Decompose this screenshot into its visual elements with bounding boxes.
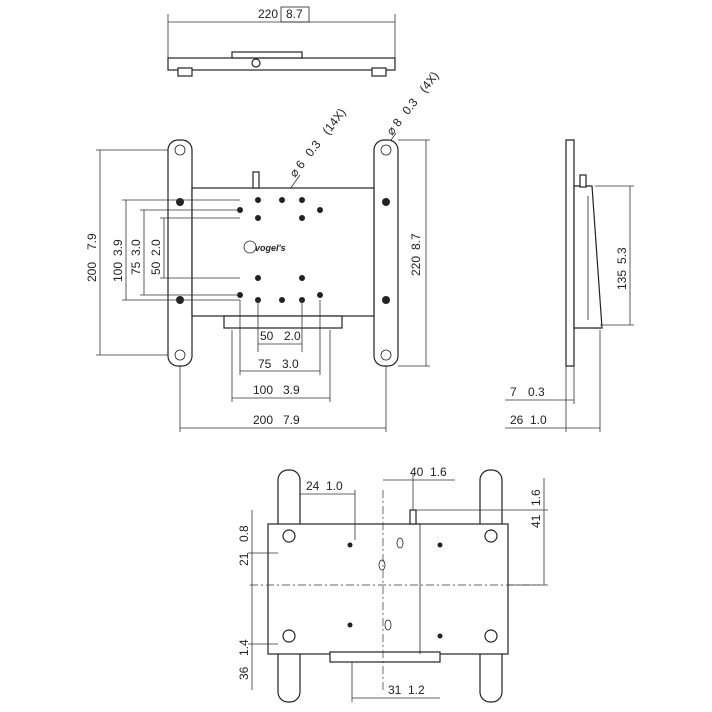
width-100: 100	[253, 383, 274, 397]
width-100-in: 3.9	[283, 383, 300, 397]
hole-small-label: ⌀ 6	[286, 157, 308, 180]
height-75-in: 3.0	[129, 239, 143, 256]
side-depth-7: 7	[510, 385, 517, 399]
top-view	[168, 7, 395, 76]
width-75-in: 3.0	[282, 357, 299, 371]
top-foot-left	[178, 68, 192, 76]
height-50-in: 2.0	[149, 239, 163, 256]
hole-large-label: ⌀ 8	[383, 115, 405, 138]
bottom-bracket	[330, 652, 440, 662]
top-bracket	[232, 52, 302, 58]
dim-41-in: 1.6	[529, 489, 543, 506]
width-200: 200	[253, 413, 274, 427]
top-width-label: 220	[258, 7, 279, 21]
dim-40-in: 1.6	[430, 465, 447, 479]
side-pin	[580, 175, 586, 187]
front-pin	[253, 172, 259, 188]
height-100-in: 3.9	[111, 239, 125, 256]
height-total: 220	[409, 255, 423, 276]
front-bracket	[224, 316, 342, 328]
side-wall	[566, 140, 574, 366]
dim-31: 31	[388, 683, 402, 697]
rail-left	[168, 140, 192, 366]
width-50: 50	[260, 329, 274, 343]
bottom-view	[237, 465, 548, 702]
dim-21-in: 0.8	[237, 525, 251, 542]
width-75: 75	[258, 357, 272, 371]
width-50-in: 2.0	[284, 329, 301, 343]
top-plate	[168, 58, 395, 70]
hole-large-in: 0.3	[399, 95, 421, 118]
height-100: 100	[111, 261, 125, 282]
side-height-in: 5.3	[615, 247, 629, 264]
hole-small-qty: (14X)	[319, 105, 349, 138]
dim-41: 41	[529, 514, 543, 528]
rail-right	[374, 140, 398, 366]
hole-large-qty: (4X)	[416, 68, 442, 96]
bottom-pin	[410, 510, 416, 524]
top-knob	[252, 59, 260, 67]
dim-31-in: 1.2	[408, 683, 425, 697]
dim-40: 40	[410, 465, 424, 479]
top-width-label-in: 8.7	[286, 7, 303, 21]
dim-24-in: 1.0	[326, 479, 343, 493]
dim-36: 36	[237, 666, 251, 680]
width-200-in: 7.9	[283, 413, 300, 427]
side-depth-26: 26	[510, 413, 524, 427]
front-view	[85, 69, 442, 432]
hole-small-in: 0.3	[302, 137, 324, 160]
dim-21: 21	[237, 552, 251, 566]
side-view	[505, 140, 634, 432]
side-depth-26-in: 1.0	[530, 413, 547, 427]
height-outer-in: 7.9	[85, 233, 99, 250]
bottom-plate	[268, 524, 508, 654]
logo-text: vogel's	[255, 243, 286, 253]
top-foot-right	[372, 68, 386, 76]
side-depth-7-in: 0.3	[528, 385, 545, 399]
height-75: 75	[129, 261, 143, 275]
dim-36-in: 1.4	[237, 639, 251, 656]
height-50: 50	[149, 261, 163, 275]
dim-24: 24	[306, 479, 320, 493]
height-outer: 200	[85, 261, 99, 282]
height-total-in: 8.7	[409, 233, 423, 250]
side-height: 135	[615, 269, 629, 290]
